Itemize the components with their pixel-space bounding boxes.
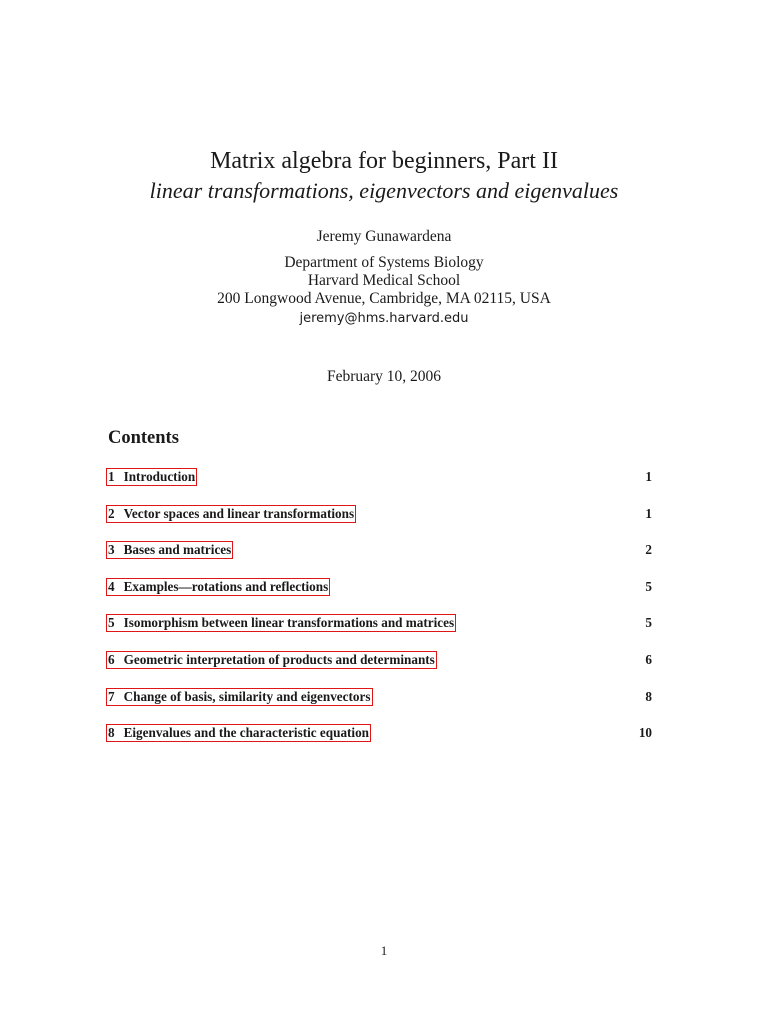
toc-page-number: 8	[645, 688, 652, 704]
toc-section-title: Bases and matrices	[123, 542, 232, 558]
toc-link-geometric-interpretation[interactable]	[106, 651, 437, 669]
toc-link-examples[interactable]	[106, 578, 330, 596]
paper-subtitle: linear transformations, eigenvectors and eigenvalues	[149, 178, 619, 203]
author-department: Department of Systems Biology	[284, 254, 484, 271]
toc-page-number: 10	[638, 725, 652, 741]
toc-section-title: Vector spaces and linear transformations	[123, 505, 355, 521]
toc-section-number: 4	[108, 578, 115, 594]
toc-page-number: 1	[645, 505, 652, 521]
toc-entry	[106, 614, 652, 651]
paper-date: February 10, 2006	[326, 368, 442, 385]
author-address: 200 Longwood Avenue, Cambridge, MA 02115, USA	[217, 290, 551, 307]
author-email[interactable]: jeremy@hms.harvard.edu	[299, 311, 469, 326]
toc-section-title: Eigenvalues and the characteristic equation	[123, 725, 370, 741]
toc-page-number: 1	[645, 469, 652, 484]
toc-page-number: 5	[645, 578, 652, 594]
toc-section-number: 8	[108, 725, 115, 741]
toc-entry	[106, 541, 652, 578]
toc-page-number: 6	[645, 651, 652, 667]
toc-entry	[106, 688, 652, 725]
toc-link-change-of-basis[interactable]	[106, 688, 373, 706]
toc-page-number: 5	[645, 615, 652, 631]
toc-entry	[106, 505, 652, 542]
toc-link-bases-and-matrices[interactable]	[106, 541, 233, 559]
toc-section-title: Change of basis, similarity and eigenvectors	[123, 688, 371, 704]
toc-page-number: 2	[645, 542, 652, 558]
toc-section-number: 6	[108, 651, 115, 667]
title-block	[0, 146, 768, 206]
author-block	[0, 228, 768, 328]
toc-section-title: Introduction	[123, 469, 196, 484]
toc-entry	[106, 724, 652, 761]
toc-section-title: Isomorphism between linear transformations and matrices	[123, 615, 455, 631]
toc-link-isomorphism[interactable]	[106, 614, 456, 632]
toc-section-number: 1	[108, 469, 115, 484]
toc-link-vector-spaces[interactable]	[106, 505, 356, 523]
toc-entry	[106, 651, 652, 688]
paper-title: Matrix algebra for beginners, Part II	[210, 148, 558, 174]
table-of-contents	[106, 468, 652, 761]
toc-entry	[106, 468, 652, 505]
toc-section-title: Examples—rotations and reflections	[123, 578, 329, 594]
toc-section-number: 2	[108, 505, 115, 521]
toc-section-number: 5	[108, 615, 115, 631]
toc-section-number: 3	[108, 542, 115, 558]
toc-link-introduction[interactable]	[106, 468, 197, 486]
toc-entry	[106, 578, 652, 615]
author-school: Harvard Medical School	[307, 272, 461, 289]
author-name: Jeremy Gunawardena	[316, 228, 452, 245]
contents-heading: Contents	[108, 428, 179, 448]
toc-section-number: 7	[108, 688, 115, 704]
toc-link-eigenvalues[interactable]	[106, 724, 371, 742]
toc-section-title: Geometric interpretation of products and determinants	[123, 651, 435, 667]
page-number: 1	[380, 943, 388, 958]
